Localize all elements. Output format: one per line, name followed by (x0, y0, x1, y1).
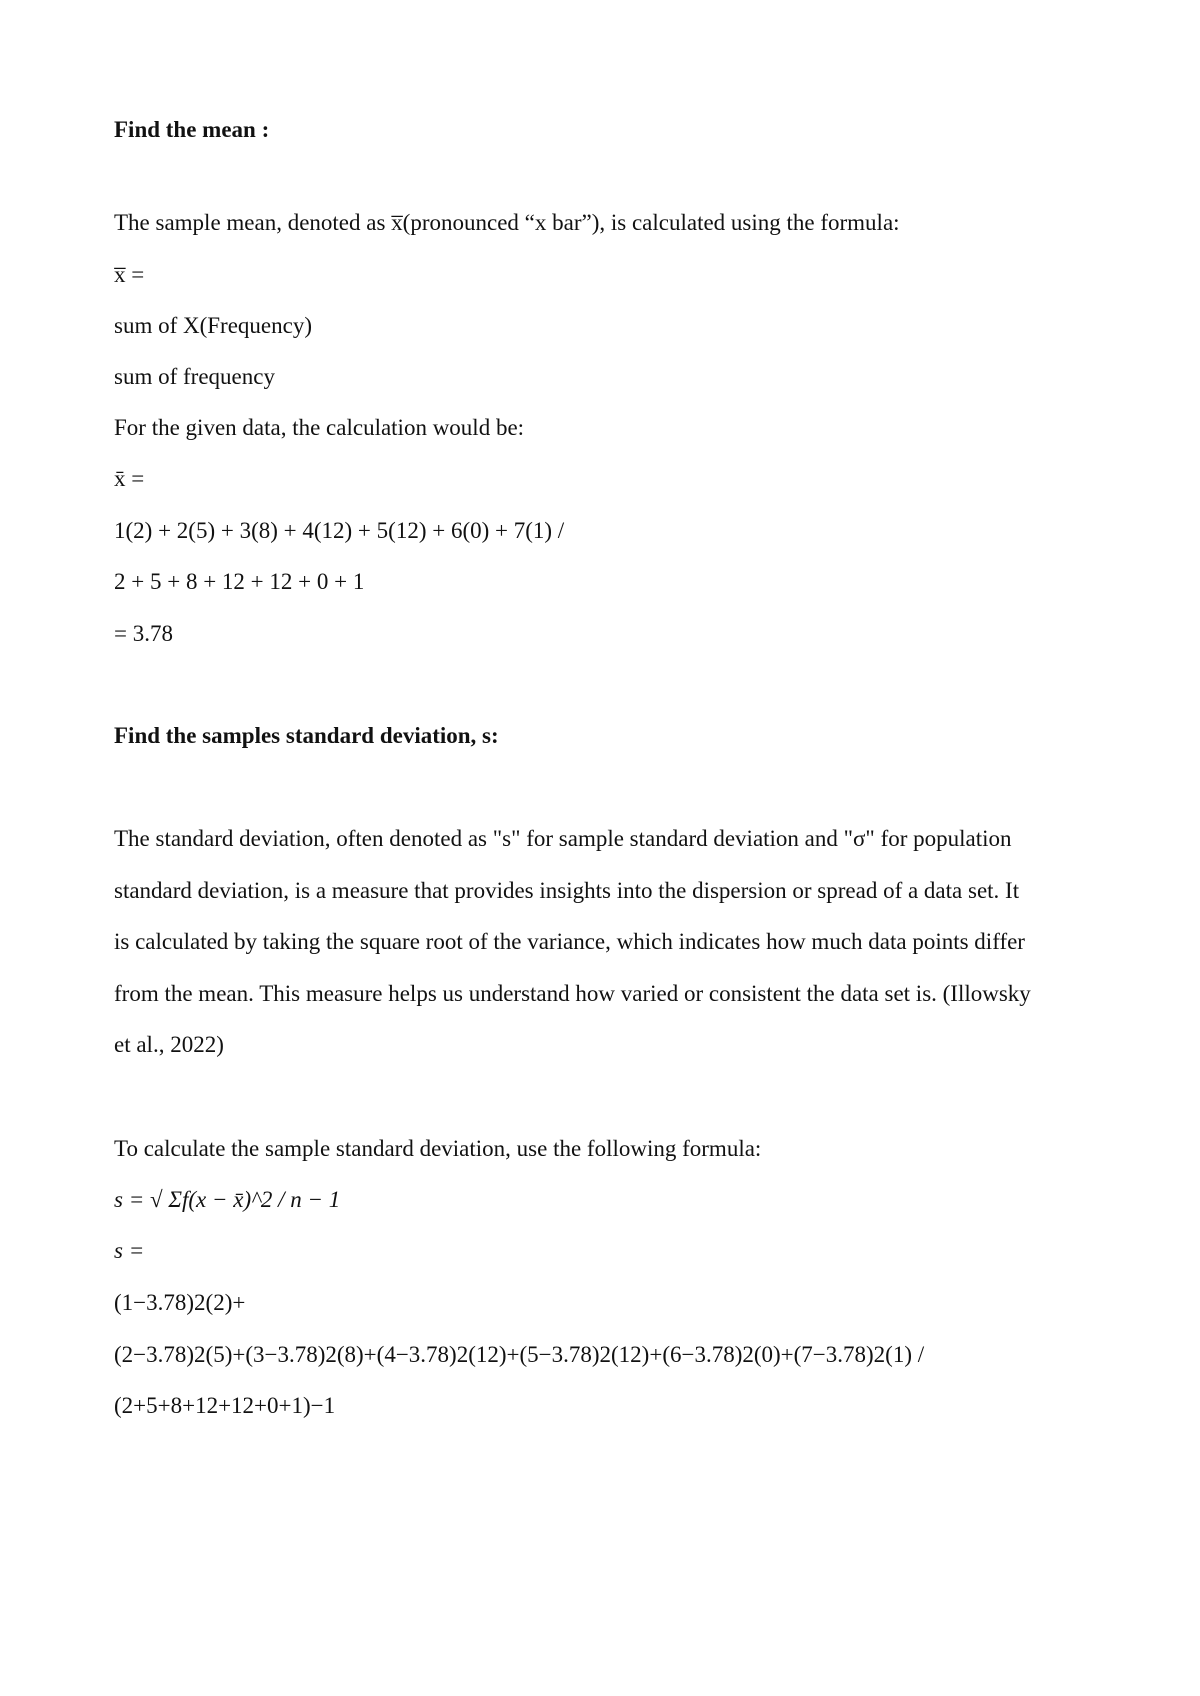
heading-find-sd: Find the samples standard deviation, s: (114, 723, 499, 748)
mean-calc-numerator: 1(2) + 2(5) + 3(8) + 4(12) + 5(12) + 6(0) + 7(1) / (114, 518, 565, 543)
sd-formula: s = √ Σf(x − x̄)^2 / n − 1 (114, 1187, 341, 1212)
mean-given-data-text: For the given data, the calculation would be: (114, 415, 525, 440)
mean-formula-denominator: sum of frequency (114, 364, 275, 389)
sd-paragraph-line-3: is calculated by taking the square root of the variance, which indicates how much data points differ (114, 929, 1025, 954)
sd-calc-line-2: (2−3.78)2(5)+(3−3.78)2(8)+(4−3.78)2(12)+(5−3.78)2(12)+(6−3.78)2(0)+(7−3.78)2(1) / (114, 1342, 925, 1367)
mean-intro-text: The sample mean, denoted as x̅(pronounced “x bar”), is calculated using the formula: (114, 210, 900, 235)
sd-calc-line-1: (1−3.78)2(2)+ (114, 1290, 246, 1315)
sd-paragraph-line-4: from the mean. This measure helps us understand how varied or consistent the data set is. (Illowsky (114, 981, 1031, 1006)
heading-find-mean: Find the mean : (114, 117, 270, 142)
sd-calc-line-3: (2+5+8+12+12+0+1)−1 (114, 1393, 336, 1418)
mean-formula-numerator: sum of X(Frequency) (114, 313, 313, 338)
sd-formula-intro: To calculate the sample standard deviation, use the following formula: (114, 1136, 762, 1161)
mean-result: = 3.78 (114, 621, 173, 646)
sd-paragraph-line-2: standard deviation, is a measure that provides insights into the dispersion or spread of a data set. It (114, 878, 1020, 903)
sd-paragraph-line-1: The standard deviation, often denoted as "s" for sample standard deviation and "σ" for population (114, 826, 1012, 851)
sd-paragraph-line-5: et al., 2022) (114, 1032, 224, 1057)
mean-xbar-equals: x̄ = (114, 466, 145, 491)
sd-s-equals: s = (114, 1238, 145, 1263)
mean-calc-denominator: 2 + 5 + 8 + 12 + 12 + 0 + 1 (114, 569, 365, 594)
mean-formula-lhs: x̅ = (114, 262, 145, 287)
